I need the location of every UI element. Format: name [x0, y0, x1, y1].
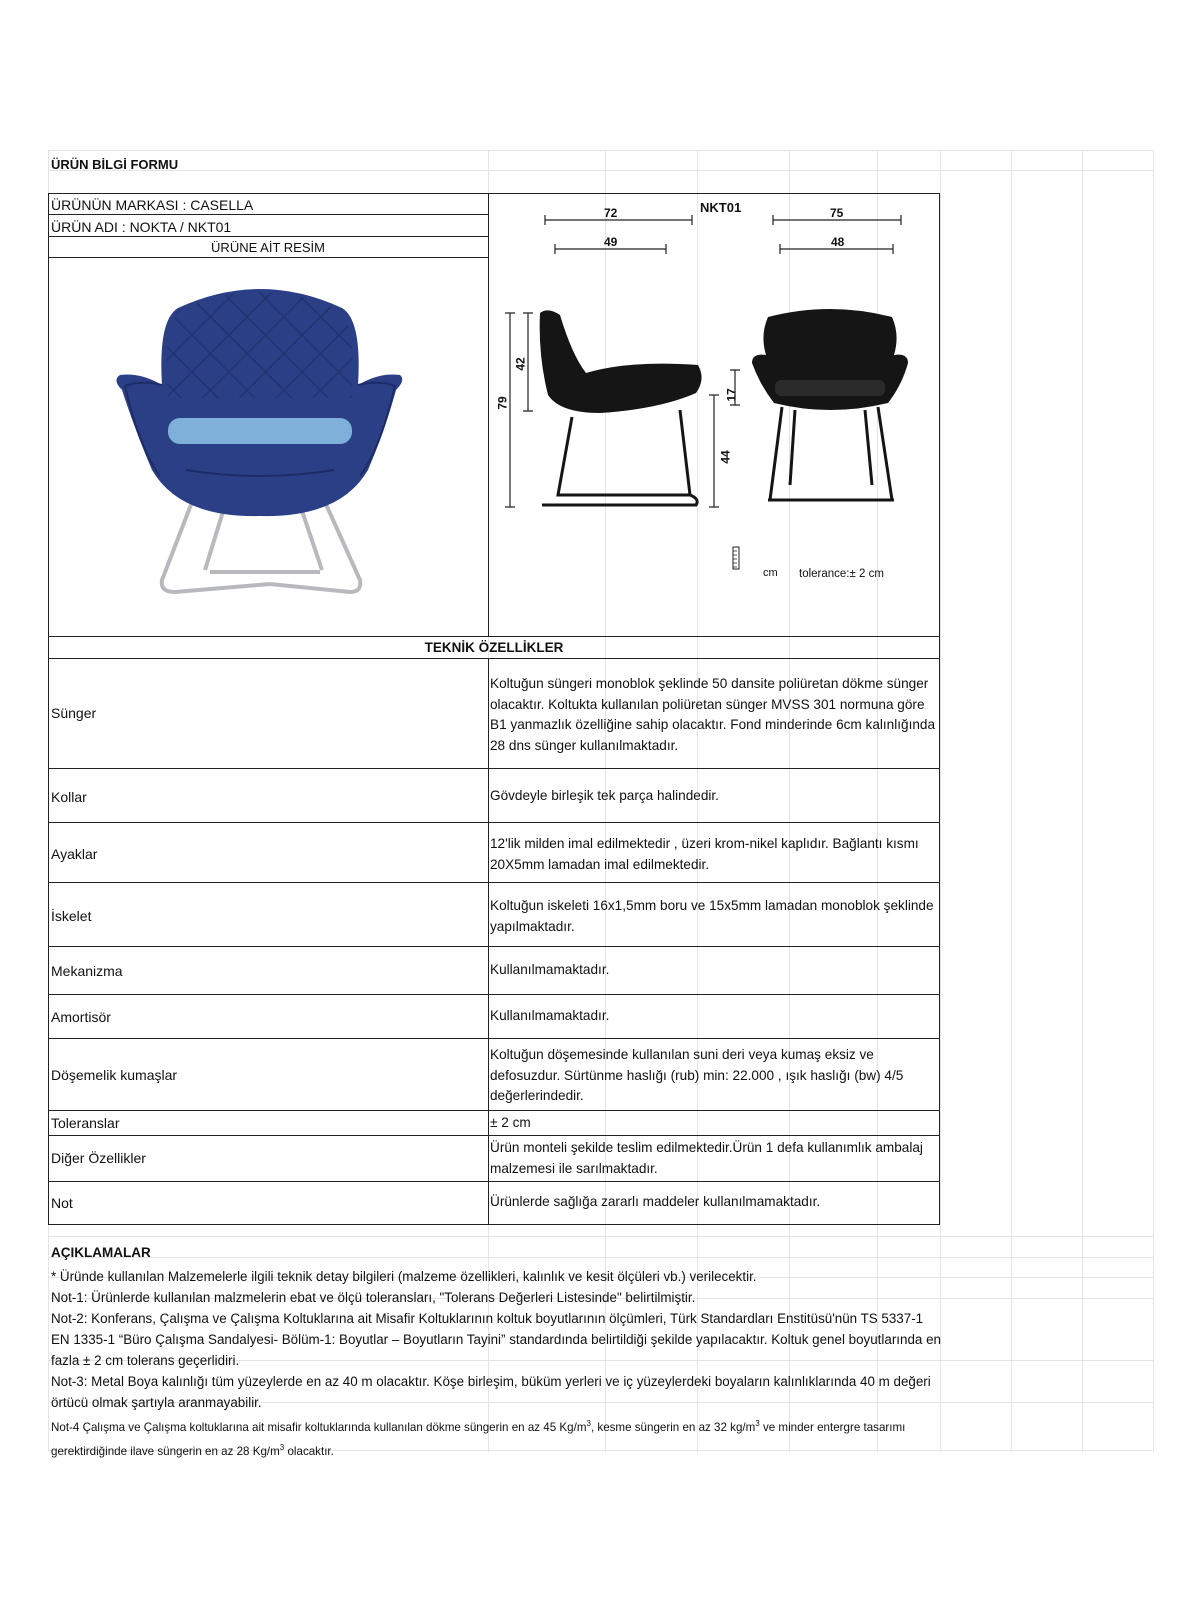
- front-view-chair: [752, 309, 908, 500]
- product-name-line: ÜRÜN ADI : NOKTA / NKT01: [51, 219, 232, 235]
- spec-label: Amortisör: [51, 1009, 111, 1025]
- spec-label: Toleranslar: [51, 1115, 120, 1131]
- dim-side-width-seat: 49: [604, 235, 618, 249]
- chair-photo: [100, 280, 420, 620]
- spec-label: Diğer Özellikler: [51, 1150, 146, 1166]
- spec-label: Döşemelik kumaşlar: [51, 1067, 178, 1083]
- tolerance-label: tolerance:± 2 cm: [799, 568, 884, 580]
- ruler-icon: [733, 547, 739, 569]
- spec-label: Mekanizma: [51, 963, 123, 979]
- spec-value: Koltuğun döşemesinde kullanılan suni deri veya kumaş eksiz ve defosuzdur. Sürtünme haslığı (rub) min: 22.000 , ışık haslığı (bw) 4/5 değerlerindedir.: [490, 1047, 904, 1103]
- note-2: Not-2: Konferans, Çalışma ve Çalışma Koltuklarına ait Misafir Koltuklarının koltuk boyutlarının ölçümleri, Türk Standardları Enstitüsü'nün TS 5337-1 EN 1335-1 “Büro Çalışma Sandalyesi- Bölüm-1: Boyutlar – Boyutların Tayini” standardında belirtildiği şekilde yapılacaktır. Koltuk genel boyutlarında en fazla ± 2 cm tolerans geçerlidiri.: [51, 1311, 941, 1368]
- seat-cushion: [168, 418, 352, 444]
- dim-seat-height: 44: [718, 450, 733, 464]
- tech-specs-heading: TEKNİK ÖZELLİKLER: [424, 640, 564, 655]
- side-view-chair: [540, 310, 702, 505]
- spec-value: Koltuğun süngeri monoblok şeklinde 50 dansite poliüretan dökme sünger olacaktır. Koltukta kullanılan poliüretan sünger MVSS 301 normuna göre B1 yanmazlık özelliğine sahip olacaktır. Fond minderinde 6cm kalınlığında 28 dns sünger kullanılmaktadır.: [490, 676, 936, 753]
- dim-arm-height: 17: [724, 388, 739, 402]
- spec-value: ± 2 cm: [490, 1115, 531, 1130]
- dim-back-height: 42: [513, 357, 528, 371]
- dim-total-height: 79: [495, 396, 510, 410]
- spec-label: Sünger: [51, 705, 97, 721]
- dim-front-width-top: 75: [830, 206, 844, 220]
- spec-value: Ürün monteli şekilde teslim edilmektedir.Ürün 1 defa kullanımlık ambalaj malzemesi ile sarılmaktadır.: [490, 1140, 923, 1176]
- spec-value: Kullanılmamaktadır.: [490, 1008, 610, 1023]
- dim-side-width-top: 72: [604, 206, 618, 220]
- note-3: Not-3: Metal Boya kalınlığı tüm yüzeylerde en az 40 m olacaktır. Köşe birleşim, büküm yerleri ve iç yüzeylerdeki boyaların kalınlıklarında 40 m değeri örtücü olmak şartıyla aranmayabilir.: [51, 1374, 931, 1410]
- spec-label: İskelet: [51, 908, 92, 924]
- notes-title: AÇIKLAMALAR: [51, 1245, 151, 1260]
- spec-label: Ayaklar: [51, 846, 98, 862]
- spec-value: Ürünlerde sağlığa zararlı maddeler kullanılmamaktadır.: [490, 1194, 821, 1209]
- unit-label: cm: [763, 567, 778, 579]
- form-title: ÜRÜN BİLGİ FORMU: [51, 157, 179, 172]
- spec-value: Gövdeyle birleşik tek parça halindedir.: [490, 788, 719, 803]
- spec-value: 12'lik milden imal edilmektedir , üzeri krom-nikel kaplıdır. Bağlantı kısmı 20X5mm lamadan imal edilmektedir.: [490, 836, 919, 872]
- note-1: Not-1: Ürünlerde kullanılan malzmelerin ebat ve ölçü toleransları, "Tolerans Değerleri Listesinde" belirtilmiştir.: [51, 1290, 696, 1305]
- spec-label: Not: [51, 1195, 73, 1211]
- image-caption: ÜRÜNE AİT RESİM: [211, 240, 325, 255]
- note-star: * Üründe kullanılan Malzemelerle ilgili teknik detay bilgileri (malzeme özellikleri, kalınlık ve kesit ölçüleri vb.) verilecektir.: [51, 1269, 757, 1284]
- dim-front-width-seat: 48: [831, 235, 845, 249]
- spec-value: Koltuğun iskeleti 16x1,5mm boru ve 15x5mm lamadan monoblok şeklinde yapılmaktadır.: [490, 898, 934, 934]
- note-4: Not-4 Çalışma ve Çalışma koltuklarına ait misafir koltuklarında kullanılan dökme süngerin en az 45 $Kg/m^3$, kesme süngerin en az 32 $kg/m^3$ ve minder entergre tasarımı gerektirdiğinde ilave süngerin en az 28 $Kg/m^3$ olacaktır.: [51, 1419, 906, 1458]
- spec-label: Kollar: [51, 789, 87, 805]
- model-code: NKT01: [700, 200, 742, 215]
- brand-line: ÜRÜNÜN MARKASI : CASELLA: [51, 197, 254, 213]
- spec-value: Kullanılmamaktadır.: [490, 962, 610, 977]
